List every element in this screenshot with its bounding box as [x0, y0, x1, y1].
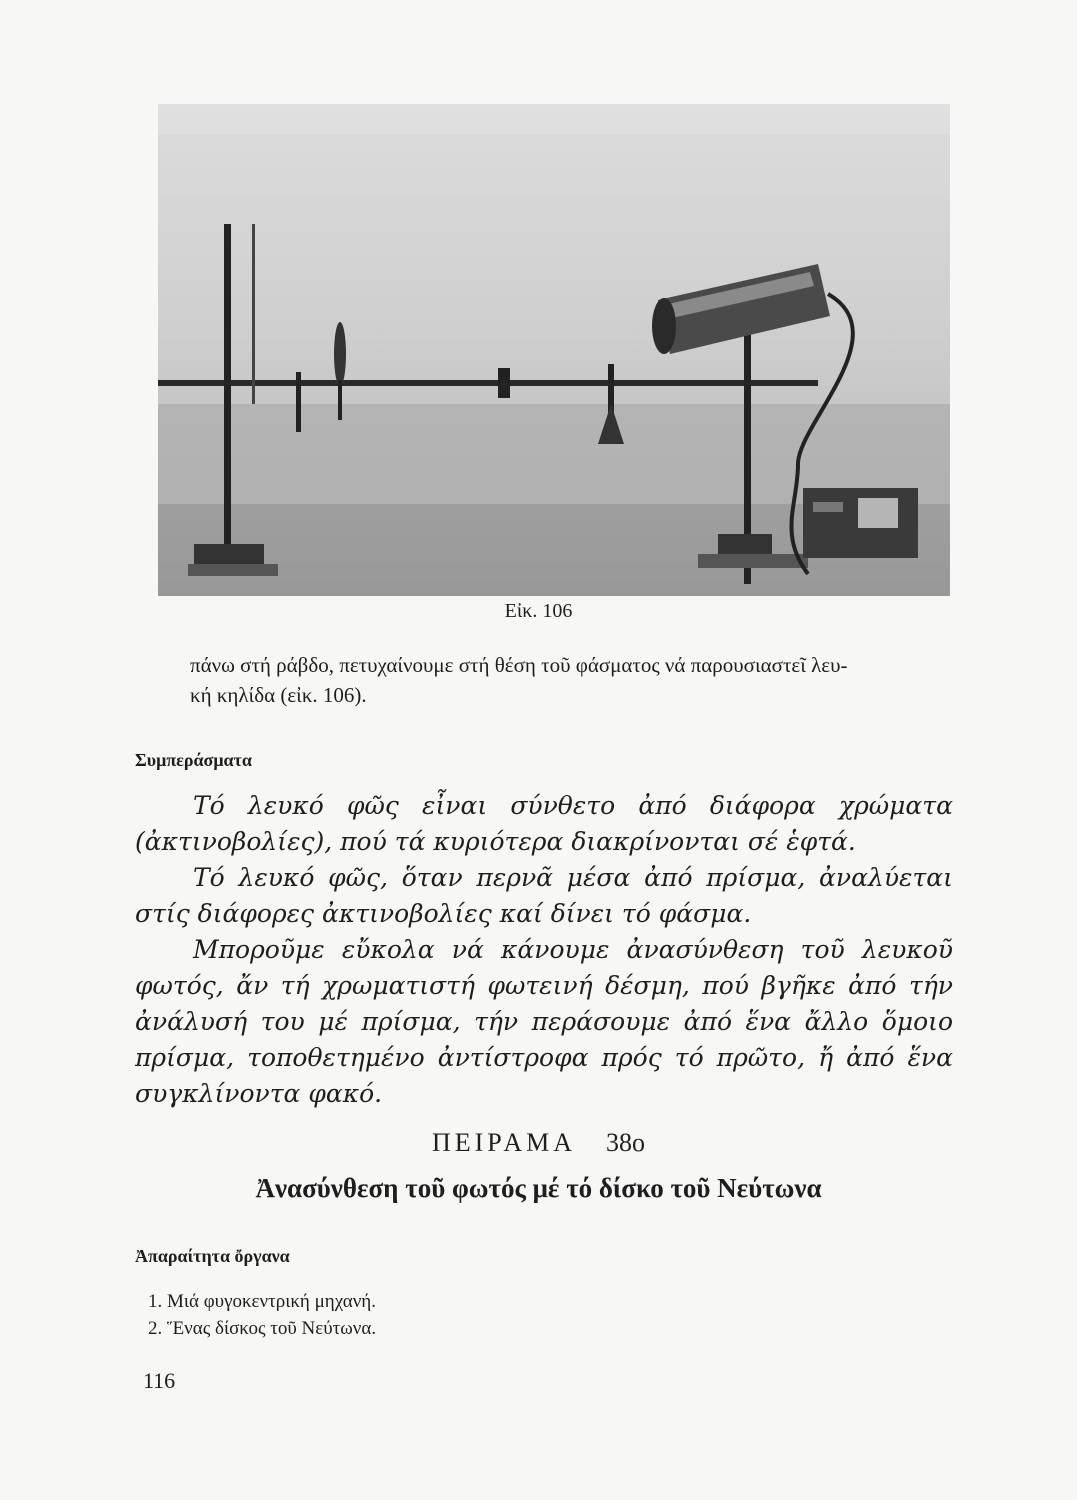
list-item: 1. Μιά φυγοκεντρική μηχανή. — [148, 1291, 376, 1312]
experiment-label: ΠΕΙΡΑΜΑ — [431, 1128, 577, 1157]
intro-line-2: κή κηλίδα (εἰκ. 106). — [190, 683, 367, 707]
experiment-number: 38ο — [606, 1128, 646, 1157]
instruments-heading: Ἀπαραίτητα ὄργανα — [135, 1246, 290, 1266]
apparatus-illustration — [158, 104, 950, 596]
conclusions-body — [135, 788, 953, 1112]
conclusion-paragraph: Τό λευκό φῶς εἶναι σύνθετο ἀπό διάφορα χρώματα (ἀκτινοβολίες), πού τά κυριότερα διακρίνονται σέ ἑφτά. — [135, 791, 953, 856]
intro-line-1: πάνω στή ράβδο, πετυχαίνουμε στή θέση τοῦ φάσματος νά παρουσιαστεῖ λευ- — [190, 653, 848, 677]
experiment-title — [0, 1128, 1077, 1158]
conclusions-heading: Συμπεράσματα — [135, 750, 252, 770]
conclusion-paragraph: Τό λευκό φῶς, ὅταν περνᾶ μέσα ἀπό πρίσμα, ἀναλύεται στίς διάφορες ἀκτινοβολίες καί δίνει τό φάσμα. — [135, 863, 953, 928]
list-item: 2. Ἕνας δίσκος τοῦ Νεύτωνα. — [148, 1318, 377, 1339]
experiment-subtitle: Ἀνασύνθεση τοῦ φωτός μέ τό δίσκο τοῦ Νεύτωνα — [255, 1173, 822, 1203]
conclusion-paragraph: Μπορoῦμε εὔκολα νά κάνουμε ἀνασύνθεση τοῦ λευκοῦ φωτός, ἄν τή χρωματιστή φωτεινή δέσμη, πού βγῆκε ἀπό τήν ἀνάλυσή του μέ πρίσμα, τήν περάσουμε ἀπό ἕνα ἄλλο ὅμοιο πρίσμα, τοποθετημένο ἀντίστροφα πρός τό πρῶτο, ἤ ἀπό ἕνα συγκλίνοντα φακό. — [135, 935, 953, 1108]
instruments-list — [148, 1288, 376, 1342]
apparatus-photo — [158, 104, 950, 596]
figure-caption: Εἰκ. 106 — [504, 600, 573, 622]
page-number: 116 — [143, 1368, 176, 1393]
